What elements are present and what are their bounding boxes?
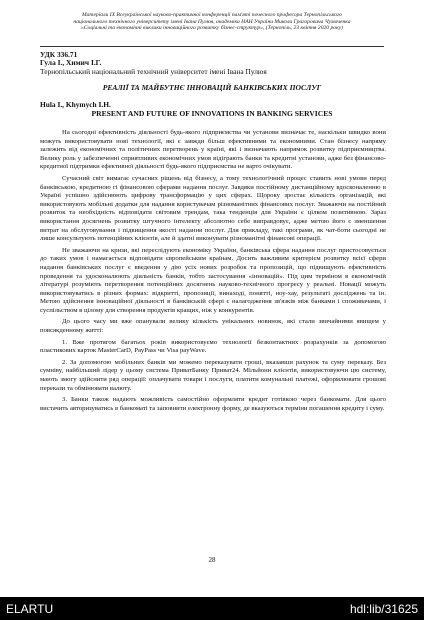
header-line: Матеріали ІХ Всеукраїнської науково-практичної конференції пам'яті почесного професора Тернопільського: [82, 12, 342, 18]
article-body: [40, 129, 386, 416]
header-line: національного технічного університету імені Івана Пулюя, академіка НАН України Миколи Григоровича Чумаченка: [73, 18, 351, 25]
handle-link[interactable]: hdl:lib/31625: [349, 602, 418, 616]
body-paragraph: 2. За допомогою мобільних банків ми можемо переказувати гроші, вказавши рахунок та суму переказу. Без сумніву, найбільший лідер у цьому система ПриватБанку Приват24. Мільйони клієнтів, використовуючи цю систему, мають змогу здійснити ряд операції: оплачувати товари і послуги, платити комунальні платежі, оформлювати грошові перекази та обмінювати валюту.: [40, 358, 386, 392]
title-ukrainian: РЕАЛІЇ ТА МАЙБУТНЄ ІННОВАЦІЙ БАНКІВСЬКИХ ПОСЛУГ: [102, 83, 322, 92]
body-paragraph: Сучасний світ вимагає сучасних рішень від бізнесу, а тому технологічний процес ставить нові умови перед банківською, кредитною гі фінансовою сферами надання послуг. Завдяки постійному дистанційному вдосконаленню в Україні успішно здійснюють цифрову трансформацію у цих сферах. Щороку зростає кількість організацій, які використовують мобільні додатки для надання користувачам різноманітних фінансових послуг. Зважаючи на постійний розвиток та необхідність відповідати світовим трендам, така тенденція для України є цілком позитивною. Зараз використання досягнень розвитку штучного інтелекту абсолютно себе виправдовує, адже метою його є зменшення витрат на обслуговування і підвищення якості надання послуг. Для прикладу, такі програми, як чат-боти сьогодні не лише консультують потенційних клієнтів, але й здатні виконувати різноманітні фінансові операції.: [40, 174, 386, 243]
repository-name[interactable]: ELARTU: [6, 602, 54, 616]
page-number: 28: [208, 556, 216, 564]
body-paragraph: 3. Банки також надають можливість самостійно оформляти кредит готівкою через банкомати. Для цього вистачить авторизуватись в банкоматі та заповнити електронну форму, де вказуються терміни погашення кредиту і суму.: [40, 396, 386, 412]
title-english: PRESENT AND FUTURE OF INNOVATIONS IN BANKING SERVICES: [91, 109, 333, 118]
body-paragraph: Не зважаючи на кризи, які переслідують економіку України, банківська сфера надання послуг пристосовується до таких умов і намагається відповідати європейським країнам. Досить важливим критерієм розвитку всієї сфери надання банківських послуг є введення у дію усіх нових розробок та пропозицій, що підвищують ефективність проведення та удосконалюють діяльність банків, тобто застосування «інновацій». Під цим терміном в економічній літературі розуміють перетворення потенційних досягнень науково-технічного прогресу у реальні. Новації можуть використовуватись в різних формах: відкритті, пропозиції, винаході, понятті, ноу-хау, результаті досліджень та ін. Метою здійснення інноваційної діяльності в банківській сфері є налагодження зв'язків між банками і споживачами, і суспільством в цілому для створення продуктів кращих, ніж у конкурентів.: [40, 246, 386, 314]
conference-header: [40, 12, 384, 32]
body-paragraph: 1. Вже протягом багатьох років використовуємо технології безконтактних розрахунків за допомогою пластикових карток MasterCarD, PayPass чи Visa payWave.: [40, 338, 386, 355]
body-paragraph: До цього часу ми вже опанували велику кількість унікальних новинок, які стали звичайними явищем у повсякденному житті:: [40, 318, 386, 335]
authors-english: Hula I., Khymych I.H.: [40, 100, 111, 109]
header-divider: [40, 46, 384, 47]
repository-footer: [0, 597, 424, 620]
authors-ukrainian: Гула І., Химич І.Г.: [40, 58, 102, 67]
body-paragraph: На сьогодні ефективність діяльності будь-якого підприємства чи установи визначає те, наскільки швидко вони можуть використовувати нові технології, які є завжди більш ефективними та економними. Стан бізнесу напряму залежить від економічних та політичних перетворень у країні, які і визначають напрямок розвитку підприємництва. Велику роль у забезпеченні сприятливих економічних умов відіграють банки та кредитні установи, адже без фінансово-кредитної підтримки ефективної діяльності будь-якого підприємства не варто очікувати.: [40, 129, 386, 171]
affiliation: Тернопільський національний технічний університет імені Івана Пулюя: [40, 67, 267, 76]
header-line: «Соціальні та економічні виклики інноваційного розвитку бізнес-структур», (Тернопіль, 23 квітня 2020 року): [80, 25, 344, 32]
udk-code: УДК 336.71: [40, 50, 78, 59]
